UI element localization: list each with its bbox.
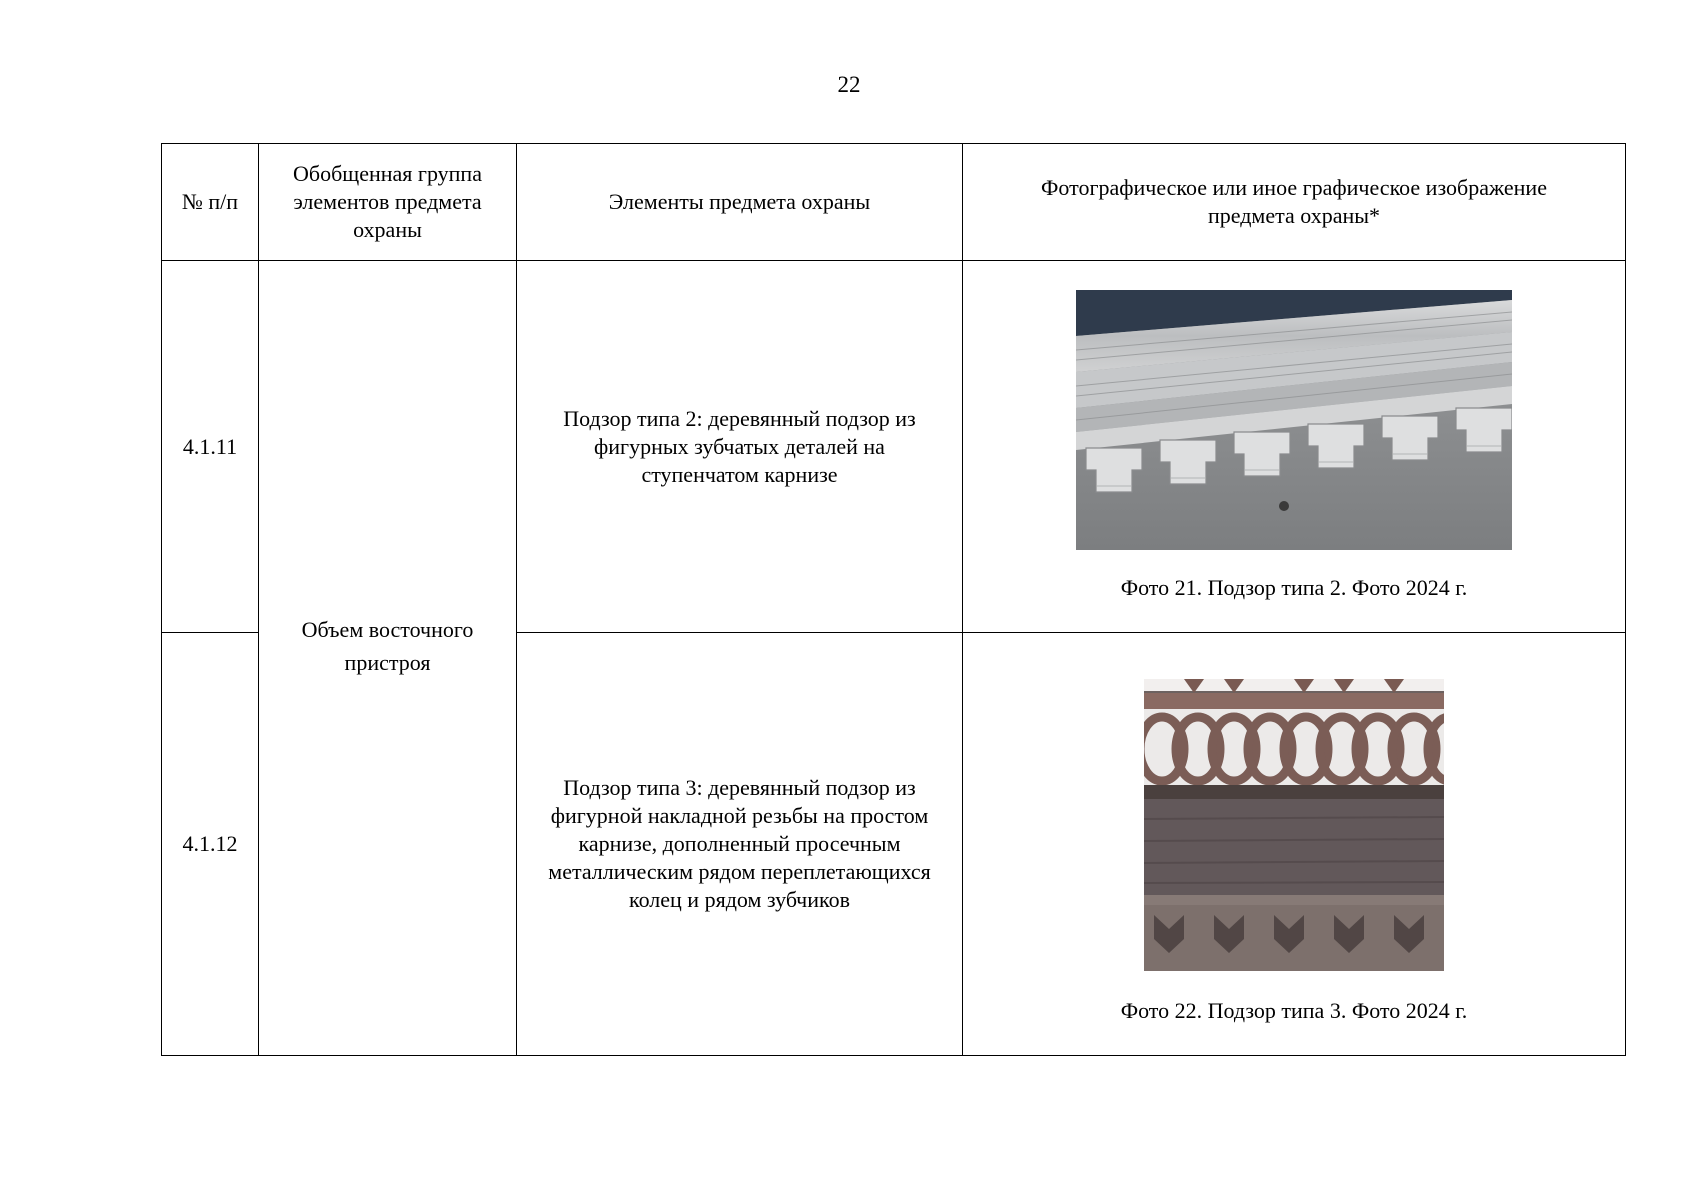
image-cell	[963, 261, 1626, 633]
protection-elements-table	[161, 143, 1626, 1056]
element-cell	[517, 261, 963, 633]
table-header-row	[162, 144, 1626, 261]
element-text: Подзор типа 3: деревянный подзор из фигурной накладной резьбы на простом карнизе, дополненный просечным металлическим рядом переплетающихся колец и рядом зубчиков	[548, 775, 931, 912]
image-cell	[963, 633, 1626, 1056]
page-number: 22	[837, 72, 861, 97]
element-text: Подзор типа 2: деревянный подзор из фигурных зубчатых деталей на ступенчатом карнизе	[563, 405, 916, 487]
photo-caption: Фото 22. Подзор типа 3. Фото 2024 г.	[1120, 998, 1468, 1023]
table-row	[162, 261, 1626, 633]
photo-cornice-type3	[1144, 679, 1444, 971]
row-number: 4.1.11	[162, 261, 259, 633]
group-text: Объем восточного пристроя	[301, 617, 474, 675]
header-group: Обобщенная группа элементов предмета охраны	[259, 144, 517, 261]
group-cell	[259, 261, 517, 1056]
row-number: 4.1.12	[162, 633, 259, 1056]
photo-caption: Фото 21. Подзор типа 2. Фото 2024 г.	[1120, 575, 1468, 600]
header-number: № п/п	[162, 144, 259, 261]
element-cell	[517, 633, 963, 1056]
photo-cornice-type2	[1076, 290, 1512, 550]
header-image: Фотографическое или иное графическое изображение предмета охраны*	[963, 144, 1626, 261]
header-elements: Элементы предмета охраны	[517, 144, 963, 261]
